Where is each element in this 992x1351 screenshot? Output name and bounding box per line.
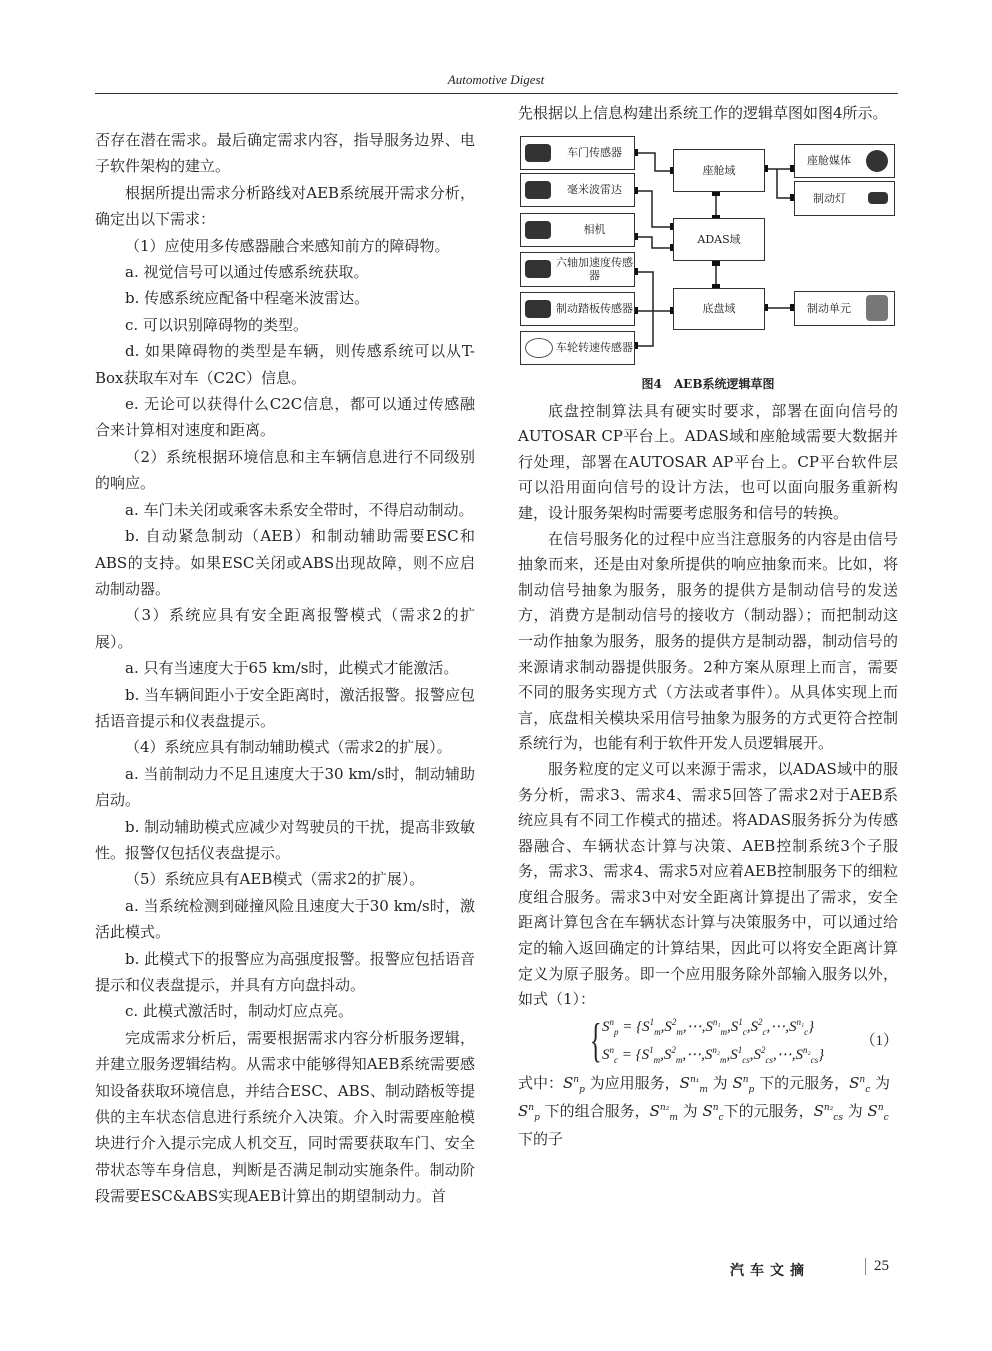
paragraph: c. 此模式激活时，制动灯应点亮。 [125,1002,353,1021]
label: 制动单元 [807,301,851,315]
door-sensor-image-icon [525,144,551,162]
text: 下的元服务， [723,1101,814,1120]
paragraph: 根据所提出需求分析路线对AEB系统展开需求分析，确定出以下需求： [95,183,475,229]
paragraph: a. 当前制动力不足且速度大于30 km/s时，制动辅助启动。 [95,764,475,810]
page-number: 25 [865,1258,889,1275]
speaker-image-icon [866,150,888,172]
paragraph: （2）系统根据环境信息和主车辆信息进行不同级别的响应。 [95,447,475,493]
text: 下的子 [518,1129,564,1148]
paragraph: 服务粒度的定义可以来源于需求，以ADAS域中的服务分析，需求3、需求4、需求5回答了需求2对于AEB系统应具有不同工作模式的描述。将ADAS服务拆分为传感器融合、车辆状态计算与决策、AEB控制系统3个子服务，需求3、需求4、需求5对应着AEB控制服务下的细粒度组合服务。需求3中对安全距离计算提出了需求，安全距离计算包含在车辆状态计算与决策服务中，可以通过给定的输入返回确定的计算结果，因此可以将安全距离计算定义为原子服务。即一个应用服务除外部输入服务以外，如式（1）： [518,759,898,1009]
sensor-door [520,136,635,170]
right-column [518,101,898,1153]
label: 车轮转速传感器 [556,341,633,355]
imu-image-icon [525,260,551,278]
header-rule [95,93,898,94]
sensor-brake-pedal [520,292,635,326]
text: 为 [847,1101,863,1120]
wheel-sensor-image-icon [525,338,553,358]
paragraph: （1）应使用多传感器融合来感知前方的障碍物。 [125,236,450,255]
equation-line-1: $S^n_p$ = $\{S^1_m,S^2_m,\cdots,S^{n_1}_m,S^1_c,S^2_c,\cdots,S^{n_1}_c\}$ [602,1016,815,1037]
footer-journal: 汽车文摘 [730,1263,810,1279]
domain-cockpit: 座舱域 [673,149,765,192]
paragraph: b. 当车辆间距小于安全距离时，激活报警。报警应包括语音提示和仪表盘提示。 [95,685,475,730]
sensor-camera [520,213,635,247]
text: 式中： [518,1073,564,1092]
brake-pedal-image-icon [525,300,551,318]
text: 下的组合服务， [544,1101,650,1120]
paragraph: a. 只有当速度大于65 km/s时，此模式才能激活。 [125,659,459,678]
text: 下的元服务， [759,1073,850,1092]
brake-light-image-icon [868,192,888,204]
running-header: Automotive Digest [447,72,545,87]
brake-unit-image-icon [866,295,888,321]
radar-image-icon [525,181,551,199]
text: 为 [875,1073,891,1092]
paragraph: d. 如果障碍物的类型是车辆，则传感系统可以从T-Box获取车对车（C2C）信息。 [95,342,475,387]
label: 座舱媒体 [807,154,851,168]
paragraph: 完成需求分析后，需要根据需求内容分析服务逻辑，并建立服务逻辑结构。从需求中能够得知AEB系统需要感知设备获取环境信息，并结合ESC、ABS、制动踏板等提供的主车状态信息进行系统介入决策。介入时需要座舱模块进行介入提示完成人机交互，同时需要获取车门、安全带状态等车身信息，判断是否满足制动实施条件。制动阶段需要ESC&ABS实现AEB计算出的期望制动力。首 [95,1028,475,1206]
label: 车门传感器 [567,146,622,160]
camera-image-icon [525,221,551,239]
label: 制动灯 [813,191,846,205]
label: 制动踏板传感器 [556,302,633,316]
paragraph: 底盘控制算法具有硬实时要求，部署在面向信号的AUTOSAR CP平台上。ADAS域和座舱域需要大数据并行处理，部署在AUTOSAR AP平台上。CP平台软件层可以沿用面向信号的设计方法，也可以面向服务重新构建，设计服务架构时需要考虑服务和信号的转换。 [518,401,898,522]
paragraph: a. 当系统检测到碰撞风险且速度大于30 km/s时，激活此模式。 [95,896,475,942]
left-column [95,127,475,1210]
paragraph: 在信号服务化的过程中应当注意服务的内容是由信号抽象而来，还是由对象所提供的响应抽象而来。比如，将制动信号抽象为服务，服务的提供方是制动信号的发送方，消费方是制动信号的接收方（制动器）；而把制动这一动作抽象为服务，服务的提供方是制动器，制动信号的来源请求制动器提供服务。2种方案从原理上而言，需要不同的服务实现方式（方法或者事件）。从具体实现上而言，底盘相关模块采用信号抽象为服务的方式更符合控制系统行为，也能有利于软件开发人员逻辑展开。 [518,529,898,753]
actuator-brake-unit [794,291,895,326]
label: 相机 [583,223,606,237]
paragraph: 否存在潜在需求。最后确定需求内容，指导服务边界、电子软件架构的建立。 [95,131,475,176]
actuator-media [794,144,895,178]
paragraph: a. 视觉信号可以通过传感系统获取。 [125,263,369,282]
paragraph: （3）系统应具有安全距离报警模式（需求2的扩展）。 [95,606,475,651]
label: 六轴加速度传感器 [556,256,633,283]
paragraph: b. 自动紧急制动（AEB）和制动辅助需要ESC和ABS的支持。如果ESC关闭或ABS出现故障，则不应启动制动器。 [95,527,475,598]
figure-aeb-logic [515,131,900,371]
paragraph: c. 可以识别障碍物的类型。 [125,315,308,334]
domain-adas: ADAS域 [673,218,765,261]
equation-number: （1） [860,1032,898,1049]
equation-1 [590,1013,898,1067]
domain-chassis: 底盘域 [673,288,765,330]
text: 为应用服务， [589,1073,680,1092]
text: 为 [682,1101,698,1120]
paragraph: 先根据以上信息构建出系统工作的逻辑草图如图4所示。 [518,104,888,122]
figure-caption: 图4 AEB系统逻辑草图 [641,376,775,391]
paragraph: e. 无论可以获得什么C2C信息，都可以通过传感融合来计算相对速度和距离。 [95,395,475,440]
sensor-radar [520,173,635,207]
label: 毫米波雷达 [567,183,622,197]
sensor-imu [520,252,635,287]
paragraph: （4）系统应具有制动辅助模式（需求2的扩展）。 [125,738,452,757]
equation-explanation: 式中：$S^n_p$ 为应用服务，$S^{n_1}_m$ 为 $S^n_p$ 下的元服务，$S^n_c$ 为 $S^n_p$ 下的组合服务，$S^{n_2}_m$ 为 $S^n_c$下的元服务，$S^{n_2}_{cs}$ 为 $S^n_c$ 下的子 [518,1073,891,1148]
text: 为 [712,1073,728,1092]
paragraph: （5）系统应具有AEB模式（需求2的扩展）。 [125,870,425,889]
paragraph: b. 传感系统应配备中程毫米波雷达。 [125,289,370,308]
left-brace: { [590,1013,602,1067]
sensor-wheel-speed [520,331,635,365]
paragraph: b. 制动辅助模式应减少对驾驶员的干扰，提高非致敏性。报警仅包括仪表盘提示。 [95,817,475,862]
paragraph: a. 车门未关闭或乘客未系安全带时，不得启动制动。 [125,500,474,519]
paragraph: b. 此模式下的报警应为高强度报警。报警应包括语音提示和仪表盘提示，并具有方向盘抖动。 [95,949,475,994]
equation-line-2: $S^n_c$ = $\{S^1_m,S^2_m,\cdots,S^{n_2}_m,S^1_{cs},S^2_{cs},\cdots,S^{n_2}_{cs}\}$ [602,1044,825,1065]
actuator-brake-light [794,181,895,216]
